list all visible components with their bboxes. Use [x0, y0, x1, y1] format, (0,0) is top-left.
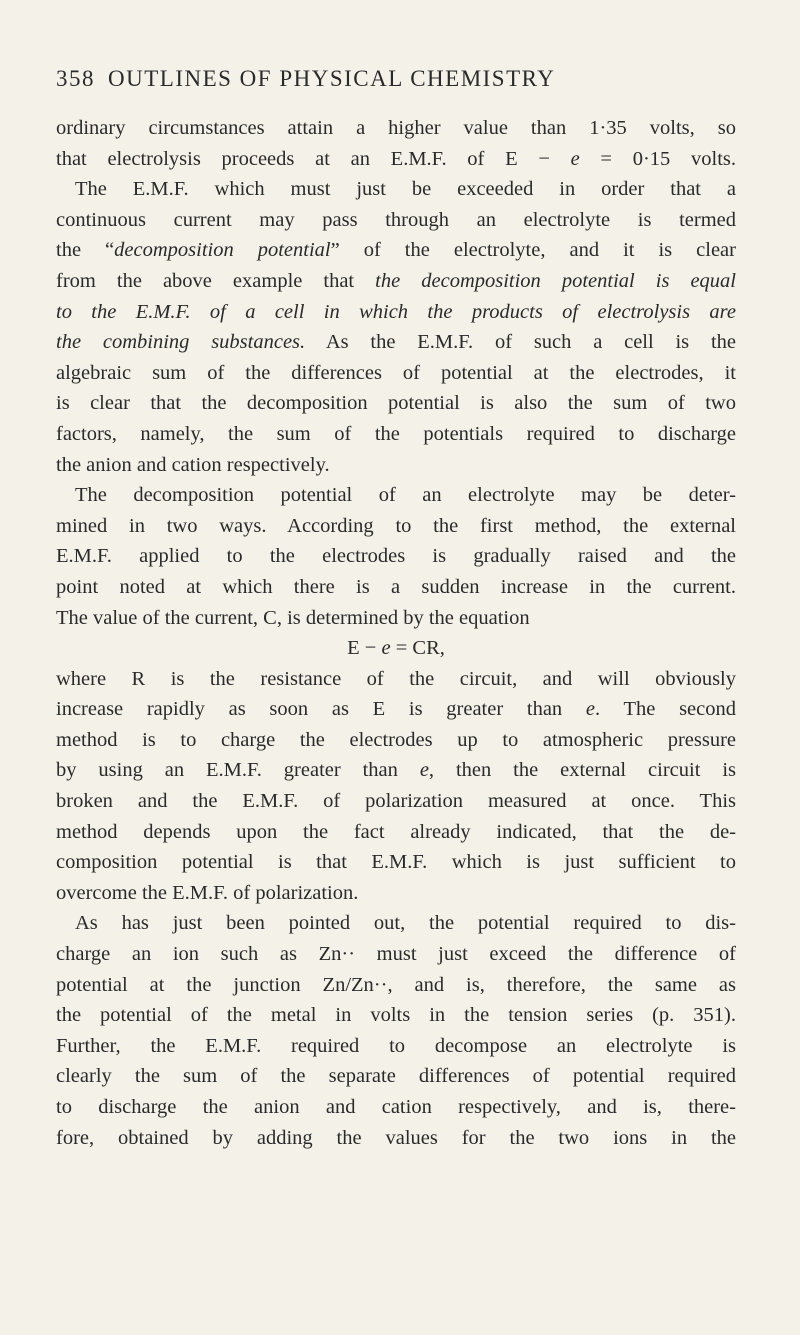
- text-line: [56, 572, 736, 603]
- text-line: [56, 327, 736, 358]
- page-number: 358: [56, 66, 95, 91]
- text-segment: ” of the electrolyte, and it is clear: [330, 239, 736, 262]
- text-line: [56, 388, 736, 419]
- italic-text: e: [570, 147, 580, 170]
- text-segment: Further, the E.M.F. required to decompose an electrolyte is: [56, 1034, 736, 1057]
- text-segment: charge an ion such as Zn·· must just exceed the difference of: [56, 943, 736, 966]
- text-line: [56, 541, 736, 572]
- text-line: [56, 266, 736, 297]
- text-segment: . The second: [595, 698, 736, 721]
- italic-text: e: [419, 759, 429, 782]
- text-segment: As the E.M.F. of such a cell is the: [305, 331, 737, 354]
- text-line: [56, 419, 736, 450]
- text-segment: As has just been pointed out, the potential required to dis-: [75, 912, 736, 935]
- text-segment: method depends upon the fact already indicated, that the de-: [56, 820, 736, 843]
- text-line: [56, 297, 736, 328]
- text-line: [56, 847, 736, 878]
- text-segment: method is to charge the electrodes up to atmospheric pressure: [56, 728, 736, 751]
- text-segment: potential at the junction Zn/Zn··, and is, therefore, the same as: [56, 973, 736, 996]
- text-line: [56, 450, 736, 481]
- text-line: [56, 786, 736, 817]
- text-segment: point noted at which there is a sudden increase in the current.: [56, 575, 736, 598]
- text-segment: the potential of the metal in volts in the tension series (p. 351).: [56, 1004, 736, 1027]
- text-line: [56, 970, 736, 1001]
- text-segment: the “: [56, 239, 115, 262]
- text-segment: mined in two ways. According to the first method, the external: [56, 514, 736, 537]
- text-segment: algebraic sum of the differences of potential at the electrodes, it: [56, 361, 736, 384]
- text-segment: clearly the sum of the separate differences of potential required: [56, 1065, 736, 1088]
- text-line: [56, 358, 736, 389]
- italic-text: to the E.M.F. of a cell in which the products of electrolysis are: [56, 300, 736, 323]
- text-segment: is clear that the decomposition potential is also the sum of two: [56, 392, 736, 415]
- text-segment: by using an E.M.F. greater than: [56, 759, 420, 782]
- text-segment: = 0·15 volts.: [579, 147, 737, 170]
- text-segment: overcome the E.M.F. of polarization.: [56, 881, 359, 904]
- text-line: [56, 755, 736, 786]
- text-segment: , then the external circuit is: [428, 759, 736, 782]
- italic-text: the combining substances.: [56, 331, 306, 354]
- running-header: [56, 66, 736, 102]
- text-segment: continuous current may pass through an electrolyte is termed: [56, 208, 736, 231]
- text-line: [56, 113, 736, 144]
- text-line: [56, 144, 736, 175]
- text-line: [56, 1123, 736, 1154]
- text-segment: composition potential is that E.M.F. which is just sufficient to: [56, 851, 736, 874]
- text-segment: to discharge the anion and cation respectively, and is, there-: [56, 1096, 736, 1118]
- text-segment: = CR,: [390, 637, 445, 660]
- text-line: [56, 1031, 736, 1062]
- text-line: [56, 205, 736, 236]
- text-line: [56, 480, 736, 511]
- text-line: [56, 1000, 736, 1031]
- text-segment: fore, obtained by adding the values for the two ions in the: [56, 1126, 736, 1149]
- text-segment: The E.M.F. which must just be exceeded in order that a: [75, 178, 736, 201]
- italic-text: the decomposition potential is equal: [375, 269, 736, 292]
- italic-text: e: [381, 637, 391, 660]
- text-segment: broken and the E.M.F. of polarization measured at once. This: [56, 790, 736, 813]
- text-segment: The value of the current, C, is determined by the equation: [56, 606, 530, 629]
- text-line: [56, 939, 736, 970]
- text-segment: E.M.F. applied to the electrodes is gradually raised and the: [56, 545, 736, 568]
- text-line: [56, 603, 736, 634]
- text-line: [56, 174, 736, 205]
- running-title: OUTLINES OF PHYSICAL CHEMISTRY: [108, 66, 556, 91]
- text-line: [56, 725, 736, 756]
- text-segment: ordinary circumstances attain a higher value than 1·35 volts, so: [56, 117, 736, 139]
- text-segment: increase rapidly as soon as E is greater than: [56, 698, 586, 721]
- text-segment: where R is the resistance of the circuit, and will obviously: [56, 667, 736, 690]
- text-segment: E −: [347, 637, 382, 660]
- text-line: [56, 908, 736, 939]
- text-segment: factors, namely, the sum of the potentials required to discharge: [56, 422, 736, 445]
- text-segment: the anion and cation respectively.: [56, 453, 330, 476]
- text-line: [56, 1061, 736, 1092]
- text-line: [56, 878, 736, 909]
- italic-text: decomposition potential: [114, 239, 331, 262]
- body-text: [56, 113, 736, 1153]
- text-segment: The decomposition potential of an electrolyte may be deter-: [75, 484, 736, 507]
- text-line: [56, 664, 736, 695]
- text-line: [56, 235, 736, 266]
- text-segment: from the above example that: [56, 269, 376, 292]
- text-segment: that electrolysis proceeds at an E.M.F. of E −: [56, 147, 571, 170]
- text-line: [56, 1092, 736, 1123]
- text-line: [56, 694, 736, 725]
- text-line: [56, 511, 736, 542]
- italic-text: e: [585, 698, 596, 721]
- equation-line: [56, 633, 736, 664]
- text-line: [56, 817, 736, 848]
